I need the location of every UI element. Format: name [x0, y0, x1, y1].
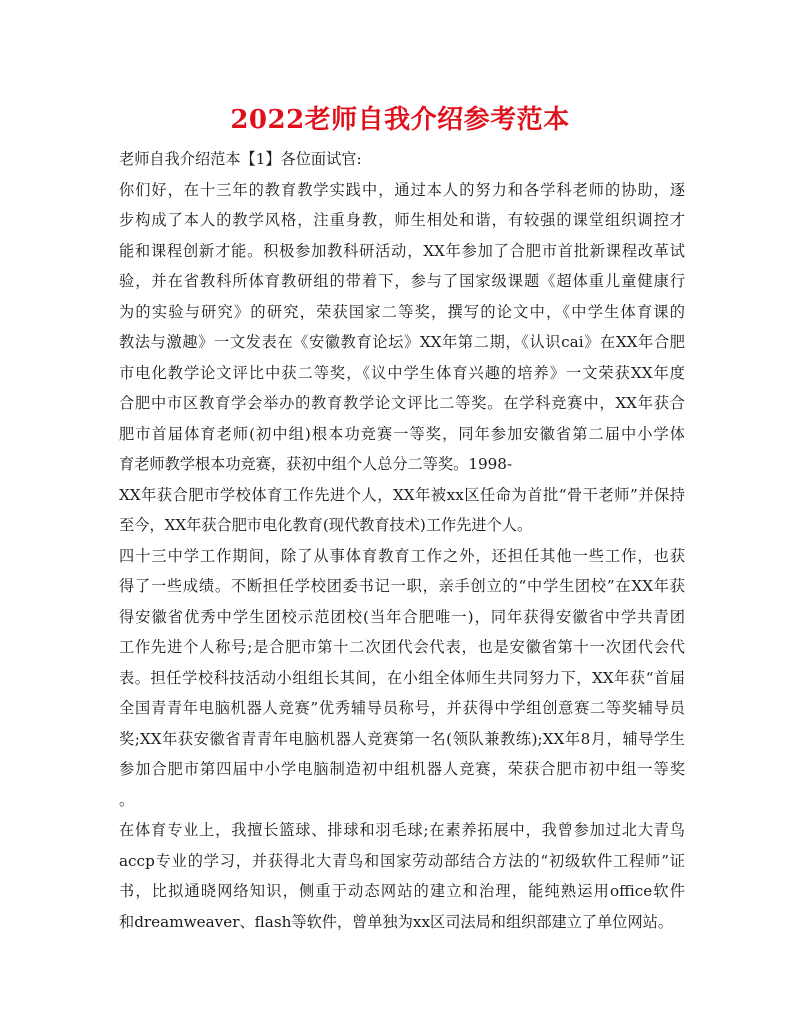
text-line: 书，比拟通晓网络知识，侧重于动态网站的建立和治理，能纯熟运用office软件: [119, 882, 685, 900]
text-line: 。: [119, 790, 135, 809]
text-line: 在体育专业上，我擅长篮球、排球和羽毛球;在素养拓展中，我曾参加过北大青鸟: [119, 821, 685, 839]
text-line: 育老师教学根本功竞赛，获初中组个人总分二等奖。1998-: [119, 455, 513, 473]
text-line: 为的实验与研究》的研究，荣获国家二等奖，撰写的论文中，《中学生体育课的: [119, 302, 685, 321]
text-line: 工作先进个人称号;是合肥市第十二次团代会代表，也是安徽省第十一次团代会代: [119, 638, 685, 656]
text-line: XX年获合肥市学校体育工作先进个人，XX年被xx区任命为首批“骨干老师”并保持: [119, 485, 685, 504]
text-line: 你们好，在十三年的教育教学实践中，通过本人的努力和各学科老师的协助，逐: [119, 180, 685, 199]
text-line: 肥市首届体育老师(初中组)根本功竞赛一等奖，同年参加安徽省第二届中小学体: [119, 424, 685, 443]
text-line: 参加合肥市第四届中小学电脑制造初中组机器人竞赛，荣获合肥市初中组一等奖: [119, 760, 685, 778]
text-line: 老师自我介绍范本【1】各位面试官:: [119, 150, 362, 168]
text-line: 奖;XX年获安徽省青青年电脑机器人竞赛第一名(领队兼教练);XX年8月，辅导学生: [119, 729, 685, 748]
document-title: 2022老师自我介绍参考范本: [230, 105, 570, 135]
text-line: 全国青青年电脑机器人竞赛”优秀辅导员称号，并获得中学组创意赛二等奖辅导员: [119, 699, 685, 717]
text-line: 教法与激趣》一文发表在《安徽教育论坛》XX年第二期，《认识cai》在XX年合肥: [119, 333, 685, 351]
text-line: 步构成了本人的教学风格，注重身教，师生相处和谐，有较强的课堂组织调控才: [119, 211, 685, 229]
text-line: 得安徽省优秀中学生团校示范团校(当年合肥唯一)，同年获得安徽省中学共青团: [119, 607, 685, 626]
text-line: 得了一些成绩。不断担任学校团委书记一职，亲手创立的“中学生团校”在XX年获: [119, 577, 685, 595]
text-line: 合肥中市区教育学会举办的教育教学论文评比二等奖。在学科竞赛中，XX年获合: [119, 394, 685, 412]
text-line: 能和课程创新才能。积极参加教科研活动，XX年参加了合肥市首批新课程改革试: [119, 241, 685, 260]
document-body: [119, 144, 685, 937]
text-line: 和dreamweaver、flash等软件，曾单独为xx区司法局和组织部建立了单位网站。: [119, 912, 674, 931]
text-line: accp专业的学习，并获得北大青鸟和国家劳动部结合方法的“初级软件工程师”证: [119, 851, 685, 870]
text-line: 验，并在省教科所体育教研组的带着下，参与了国家级课题《超体重儿童健康行: [119, 272, 685, 290]
text-line: 市电化教学论文评比中获二等奖，《议中学生体育兴趣的培养》一文荣获XX年度: [119, 363, 685, 382]
text-line: 四十三中学工作期间，除了从事体育教育工作之外，还担任其他一些工作，也获: [119, 546, 685, 565]
text-line: 至今，XX年获合肥市电化教育(现代教育技术)工作先进个人。: [119, 516, 533, 534]
text-line: 表。担任学校科技活动小组组长其间，在小组全体师生共同努力下，XX年获“首届: [119, 668, 685, 687]
